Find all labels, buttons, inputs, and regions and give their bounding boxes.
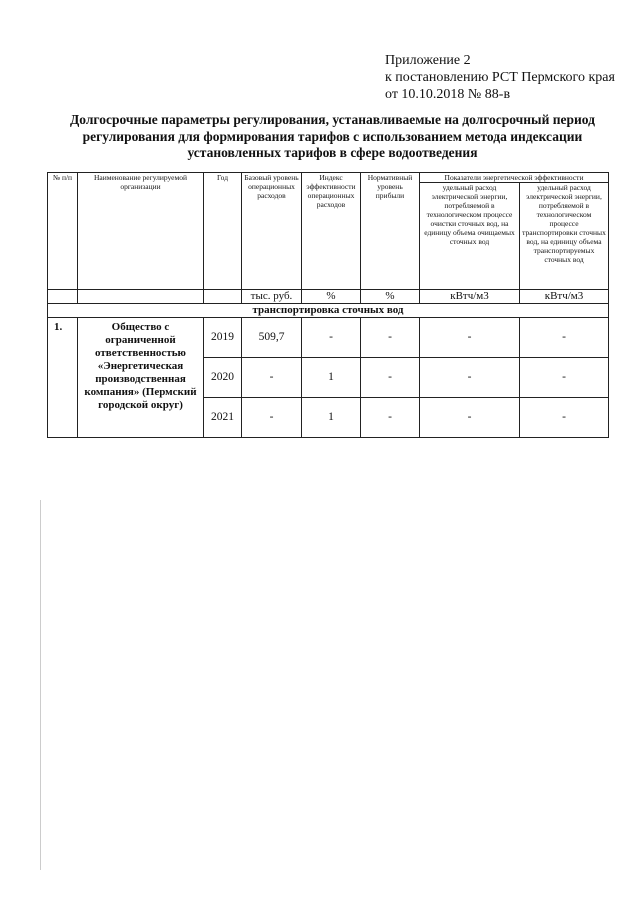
base-cell: 509,7 xyxy=(242,318,302,358)
scan-edge-line xyxy=(40,500,41,870)
energy2-cell: - xyxy=(520,398,609,438)
unit-empty-2 xyxy=(78,290,204,304)
unit-index: % xyxy=(302,290,361,304)
header-index: Индекс эффективности операционных расходов xyxy=(302,173,361,290)
header-energy-group: Показатели энергетической эффективности xyxy=(420,173,609,183)
index-cell: 1 xyxy=(302,358,361,398)
header-num: № п/п xyxy=(48,173,78,290)
header-energy-1: удельный расход электрической энергии, потребляемой в технологическом процессе очистки сточных вод, на единицу объема очищаемых сточных вод xyxy=(420,183,520,290)
header-year: Год xyxy=(204,173,242,290)
energy1-cell: - xyxy=(420,318,520,358)
energy2-cell: - xyxy=(520,318,609,358)
energy1-cell: - xyxy=(420,398,520,438)
header-org: Наименование регулируемой организации xyxy=(78,173,204,290)
organization-name: Общество с ограниченной ответственностью «Энергетическая производственная компания» (Пермский городской округ) xyxy=(78,318,204,438)
document-title: Долгосрочные параметры регулирования, устанавливаемые на долгосрочный период регулирования для формирования тарифов с использованием метода индексации установленных тарифов в сфере водоотведения xyxy=(70,112,595,160)
unit-base: тыс. руб. xyxy=(242,290,302,304)
year-cell: 2019 xyxy=(204,318,242,358)
header-norm: Нормативный уровень прибыли xyxy=(361,173,420,290)
unit-norm: % xyxy=(361,290,420,304)
parameters-table xyxy=(47,172,609,438)
unit-energy-1: кВтч/м3 xyxy=(420,290,520,304)
section-label: транспортировка сточных вод xyxy=(48,304,609,318)
appendix-line-3: от 10.10.2018 № 88-в xyxy=(385,87,511,102)
index-cell: 1 xyxy=(302,398,361,438)
header-energy-2: удельный расход электрической энергии, потребляемой в технологическом процессе транспортировки сточных вод, на единицу объема транспортируемых сточных вод xyxy=(520,183,609,290)
unit-energy-2: кВтч/м3 xyxy=(520,290,609,304)
base-cell: - xyxy=(242,358,302,398)
table-row xyxy=(48,318,609,358)
energy1-cell: - xyxy=(420,358,520,398)
year-cell: 2021 xyxy=(204,398,242,438)
norm-cell: - xyxy=(361,318,420,358)
norm-cell: - xyxy=(361,398,420,438)
appendix-line-1: Приложение 2 xyxy=(385,53,471,68)
units-row xyxy=(48,290,609,304)
energy2-cell: - xyxy=(520,358,609,398)
year-cell: 2020 xyxy=(204,358,242,398)
unit-empty-1 xyxy=(48,290,78,304)
index-cell: - xyxy=(302,318,361,358)
row-number: 1. xyxy=(48,318,78,438)
base-cell: - xyxy=(242,398,302,438)
appendix-block xyxy=(385,52,635,103)
header-row xyxy=(48,173,609,183)
section-row xyxy=(48,304,609,318)
unit-empty-3 xyxy=(204,290,242,304)
norm-cell: - xyxy=(361,358,420,398)
header-base: Базовый уровень операционных расходов xyxy=(242,173,302,290)
appendix-line-2: к постановлению РСТ Пермского края xyxy=(385,70,615,85)
